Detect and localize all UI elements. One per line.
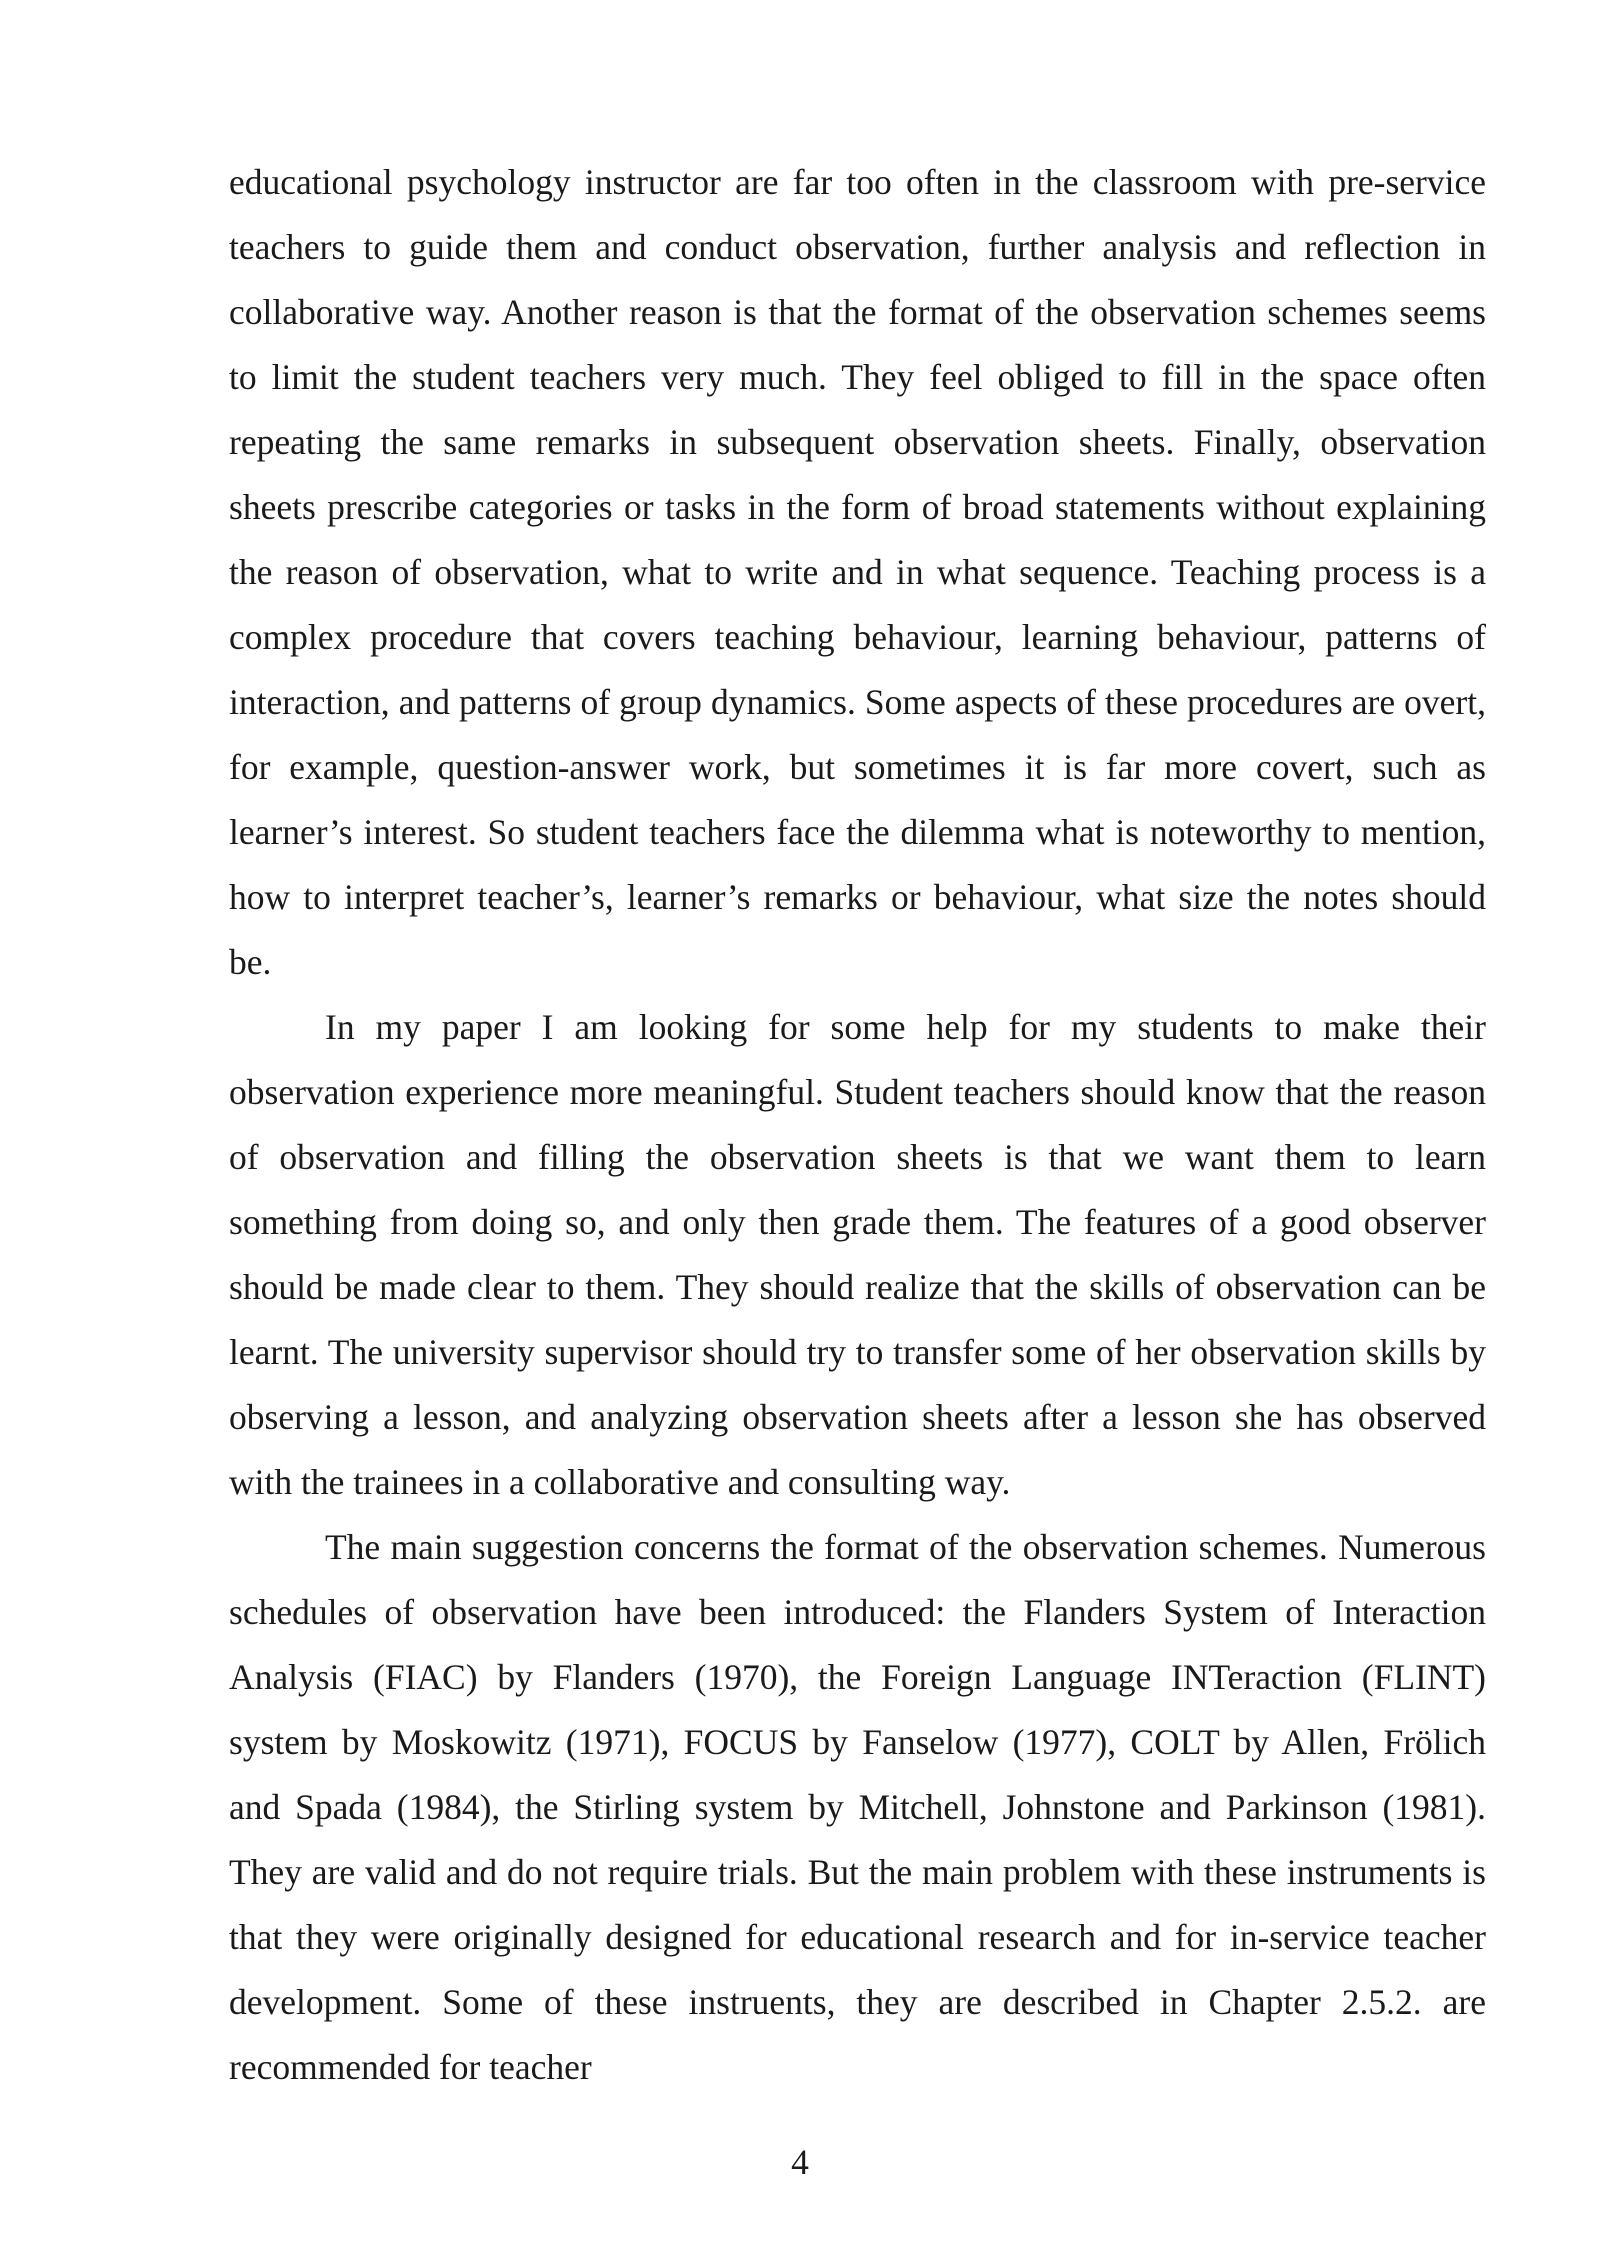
page-number: 4 <box>791 2142 809 2182</box>
paragraph: The main suggestion concerns the format of the observation schemes. Numerous schedules of observation have been introduced: the Flanders System of Interaction Analysis (FIAC) by Flanders (1970), the Foreign Language INTeraction (FLINT) system by Moskowitz (1971), FOCUS by Fanselow (1977), COLT by Allen, Frölich and Spada (1984), the Stirling system by Mitchell, Johnstone and Parkinson (1981). They are valid and do not require trials. But the main problem with these instruments is that they were originally designed for educational research and for in-service teacher development. Some of these instruents, they are described in Chapter 2.5.2. are recommended for teacher <box>229 1527 1486 2087</box>
body-text <box>229 150 1486 2100</box>
paragraph-continued: educational psychology instructor are far too often in the classroom with pre-service teachers to guide them and conduct observation, further analysis and reflection in collaborative way. Another reason is that the format of the observation schemes seems to limit the student teachers very much. They feel obliged to fill in the space often repeating the same remarks in subsequent observation sheets. Finally, observation sheets prescribe categories or tasks in the form of broad statements without explaining the reason of observation, what to write and in what sequence. Teaching process is a complex procedure that covers teaching behaviour, learning behaviour, patterns of interaction, and patterns of group dynamics. Some aspects of these procedures are overt, for example, question-answer work, but sometimes it is far more covert, such as learner’s interest. So student teachers face the dilemma what is noteworthy to mention, how to interpret teacher’s, learner’s remarks or behaviour, what size the notes should be. <box>229 162 1486 982</box>
paragraph: In my paper I am looking for some help for my students to make their observation experience more meaningful. Student teachers should know that the reason of observation and filling the observation sheets is that we want them to learn something from doing so, and only then grade them. The features of a good observer should be made clear to them. They should realize that the skills of observation can be learnt. The university supervisor should try to transfer some of her observation skills by observing a lesson, and analyzing observation sheets after a lesson she has observed with the trainees in a collaborative and consulting way. <box>229 1007 1486 1502</box>
